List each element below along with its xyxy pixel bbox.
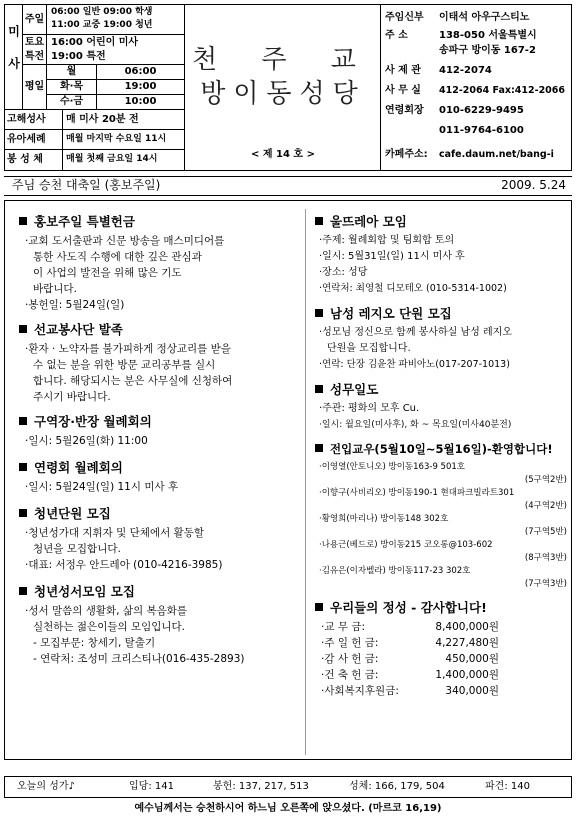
hymn-recessional: 파견: 140: [485, 781, 530, 792]
weekday-label: [23, 65, 47, 110]
notice-line: ·일시: 월요일(미사후), 화 ~ 목요일(미사40분전): [319, 420, 512, 430]
confession-label-text: 고해성사: [7, 114, 46, 125]
offering-amount: 4,227,480원: [435, 637, 499, 649]
bullet-square-icon: [19, 217, 27, 225]
scripture-verse: [4, 800, 572, 818]
weekday-day: 수·금: [59, 96, 84, 107]
weekday-row: [97, 95, 185, 110]
pastor-name: 이태석 아우구스티노: [439, 12, 530, 23]
cafe-address: cafe.daum.net/bang-i: [439, 149, 554, 160]
hymn-label: 오늘의 성가♪: [17, 781, 75, 792]
newcomer-entry: ·황영희(마리나) 방이동148 302호: [319, 514, 449, 524]
feast-banner: [4, 176, 572, 196]
notice-line: - 모집부문: 창세기, 탈출기: [33, 637, 156, 649]
newcomer-district: (4구역2반): [524, 501, 567, 511]
notice-line: 통한 사도직 수행에 대한 깊은 관심과: [33, 251, 202, 263]
notice-line: ·일시: 5월31일(일) 11시 미사 후: [319, 251, 465, 262]
notice-line: 바랍니다.: [33, 283, 77, 295]
notice-line: - 연락처: 조성미 크리스티나(016-435-2893): [33, 653, 245, 665]
weekday-day: 월: [66, 66, 77, 77]
weekday-time: 10:00: [124, 96, 157, 107]
anointing-value: [63, 150, 185, 170]
sunday-label-text: 주일: [24, 13, 45, 25]
contact-info: [385, 11, 571, 169]
offering-amount: 450,000원: [445, 653, 499, 665]
notice-line: ·대표: 서정우 안드레아 (010-4216-3985): [25, 559, 223, 571]
hymn-communion: 성체: 166, 179, 504: [349, 781, 445, 792]
saturday-label: [23, 35, 47, 65]
offering-label: ·사회복지후원금:: [321, 685, 399, 697]
issue-number: < 제 14 호 >: [251, 149, 315, 160]
offering-amount: 1,400,000원: [435, 669, 499, 681]
offering-label: ·주 일 헌 금:: [321, 637, 379, 649]
cafe-label: 카페주소:: [385, 149, 428, 160]
notice-line: ·장소: 성당: [319, 267, 368, 278]
notice-line: ·환자 · 노약자를 불가피하게 정상교리를 받을: [25, 343, 231, 355]
notice-line: 실천하는 젊은이들의 모임입니다.: [33, 621, 186, 633]
section-title-text: 구역장·반장 월례회의: [34, 414, 152, 429]
weekday-row: [97, 80, 185, 95]
offering-row: [321, 667, 567, 683]
notice-line: ·연락처: 최영철 디모테오 (010-5314-1002): [319, 283, 507, 294]
weekday-row: [47, 65, 97, 80]
section-title: [19, 505, 299, 522]
hymn-offertory: 봉헌: 137, 217, 513: [213, 781, 309, 792]
anointing-label: [5, 150, 63, 170]
baptism-value: [63, 130, 185, 150]
vigil-label-text: 특전: [24, 51, 45, 62]
offering-list: [315, 619, 567, 699]
section-title-text: 성무일도: [330, 382, 379, 397]
rectory-label: 사 제 관: [385, 65, 421, 76]
confession-value-text: 매 미사 20분 전: [66, 114, 139, 125]
section-title-text: 전입교우(5월10일~5월16일)-환영합니다!: [330, 442, 553, 456]
saturday-label-text: 토요: [24, 37, 45, 48]
offering-label: ·감 사 헌 금:: [321, 653, 379, 665]
address-line: 송파구 방이동 167-2: [439, 45, 536, 56]
parish-title: [185, 5, 381, 170]
bulletin-header: [4, 4, 572, 171]
notice-line: ·청년성가대 지휘자 및 단체에서 활동할: [25, 527, 204, 539]
confession-label: [5, 110, 63, 130]
notice-line: ·연락: 단장 김윤찬 파비아노(017-207-1013): [319, 359, 510, 370]
newcomer-district: (7구역5반): [524, 527, 567, 537]
weekday-row: [97, 65, 185, 80]
column-divider: [305, 209, 306, 755]
bullet-square-icon: [315, 603, 323, 611]
bullet-square-icon: [19, 509, 27, 517]
notice-line: 이 사업의 발전을 위해 많은 기도: [33, 267, 182, 279]
weekday-time: 19:00: [124, 81, 157, 92]
bullet-square-icon: [19, 417, 27, 425]
bullet-square-icon: [315, 309, 323, 317]
weekday-row: [47, 80, 97, 95]
hymn-list: [4, 776, 572, 798]
sunday-label: [23, 5, 47, 35]
council-phone: 011-9764-6100: [439, 125, 524, 136]
section-title: [19, 459, 299, 476]
left-column: [19, 213, 299, 667]
title-line2: 방이동성당: [200, 79, 366, 109]
weekday-time: 06:00: [124, 66, 157, 77]
offering-row: [321, 651, 567, 667]
section-title: [315, 441, 567, 458]
bullet-square-icon: [19, 587, 27, 595]
sunday-time-line: 11:00 교중 19:00 청년: [51, 20, 153, 30]
section-title: [19, 413, 299, 430]
weekday-row: [47, 95, 97, 110]
confession-value: [63, 110, 185, 130]
section-title-text: 울뜨레아 모임: [330, 214, 407, 229]
anointing-label-text: 봉 성 체: [7, 154, 43, 165]
section-title: [315, 305, 567, 322]
section-title: [315, 213, 567, 230]
section-title-text: 홍보주일 특별헌금: [34, 214, 135, 229]
right-column: [315, 213, 567, 699]
saturday-time-line: 19:00 특전: [51, 51, 106, 62]
offering-amount: 8,400,000원: [435, 621, 499, 633]
bulletin-date: 2009. 5.24: [501, 178, 566, 192]
pastor-label: 주임신부: [385, 12, 424, 23]
section-title-text: 우리들의 정성 - 감사합니다!: [330, 600, 487, 615]
bullet-square-icon: [19, 463, 27, 471]
scripture-verse-text: 예수님께서는 승천하시어 하느님 오른쪽에 앉으셨다. (마르코 16,19): [134, 803, 442, 814]
offering-row: [321, 619, 567, 635]
baptism-value-text: 매월 마지막 수요일 11시: [66, 134, 167, 144]
section-title: [19, 213, 299, 230]
notice-line: ·주제: 월례회합 및 팀회합 토의: [319, 235, 455, 246]
section-title-text: 청년성서모임 모집: [34, 584, 135, 599]
notice-line: ·교회 도서출판과 신문 방송을 매스미디어를: [25, 235, 225, 247]
hymn-entrance: 입당: 141: [129, 781, 174, 792]
section-title: [315, 599, 567, 616]
notice-line: ·성서 말씀의 생활화, 삶의 복음화를: [25, 605, 188, 617]
section-title: [315, 381, 567, 398]
office-label: 사 무 실: [385, 85, 421, 96]
sunday-times: [47, 5, 185, 35]
offering-amount: 340,000원: [445, 685, 499, 697]
title-line1: 천 주 교: [192, 45, 374, 75]
section-title-text: 선교봉사단 발족: [34, 322, 123, 337]
newcomer-entry: ·이향구(사비리오) 방이동190-1 현대파크빌라트301: [319, 488, 515, 498]
notice-line: 단원을 모집합니다.: [327, 343, 411, 354]
council-phone: 010-6229-9495: [439, 105, 524, 116]
feast-name: 주님 승천 대축일 (홍보주일): [12, 178, 161, 192]
section-title: [19, 583, 299, 600]
offering-label: ·교 무 금:: [321, 621, 365, 633]
bullet-square-icon: [19, 325, 27, 333]
bullet-square-icon: [315, 444, 323, 452]
notice-line: ·일시: 5월24일(일) 11시 미사 후: [25, 481, 179, 493]
notice-line: 청년을 모집합니다.: [33, 543, 121, 555]
notice-line: ·일시: 5월26일(화) 11:00: [25, 435, 148, 447]
baptism-label: [5, 130, 63, 150]
weekday-day: 화·목: [59, 81, 84, 92]
offering-label: ·건 축 헌 금:: [321, 669, 379, 681]
mass-schedule: [5, 5, 185, 170]
section-title-text: 청년단원 모집: [34, 506, 111, 521]
announcements: [4, 200, 572, 760]
notice-line: ·봉헌일: 5월24일(일): [25, 299, 125, 311]
notice-line: ·성모님 정신으로 함께 봉사하실 남성 레지오: [319, 327, 512, 338]
newcomer-district: (7구역3반): [524, 579, 567, 589]
notice-line: ·주관: 평화의 모후 Cu.: [319, 403, 420, 414]
newcomer-entry: ·김유은(이자벨라) 방이동117-23 302호: [319, 566, 471, 576]
notice-line: 주시기 바랍니다.: [33, 391, 111, 403]
notice-line: 수 없는 분을 위한 방문 교리공부를 실시: [33, 359, 216, 371]
anointing-value-text: 매월 첫째 금요일 14시: [66, 154, 158, 164]
rectory-phone: 412-2074: [439, 65, 492, 76]
offering-row: [321, 635, 567, 651]
weekday-label-text: 평일: [24, 81, 45, 92]
newcomer-entry: ·나용근(베드로) 방이동215 코오롱@103-602: [319, 540, 493, 550]
bullet-square-icon: [315, 217, 323, 225]
newcomer-district: (5구역2반): [524, 475, 567, 485]
bullet-square-icon: [315, 385, 323, 393]
council-label: 연령회장: [385, 105, 424, 116]
mass-label-text: 미사: [6, 25, 21, 89]
saturday-time-line: 16:00 어린이 미사: [51, 37, 139, 48]
notice-line: 합니다. 해당되시는 분은 사무실에 신청하여: [33, 375, 233, 387]
offering-row: [321, 683, 567, 699]
section-title-text: 연령회 월례회의: [34, 460, 123, 475]
mass-label: [5, 5, 23, 110]
newcomer-district: (8구역3반): [524, 553, 567, 563]
saturday-times: [47, 35, 185, 65]
section-title: [19, 321, 299, 338]
newcomer-entry: ·이영열(안토니오) 방이동163-9 501호: [319, 462, 465, 472]
address-line: 138-050 서울특별시: [439, 30, 537, 41]
office-phone: 412-2064 Fax:412-2066: [439, 85, 566, 96]
baptism-label-text: 유아세례: [7, 134, 46, 145]
address-label: 주 소: [385, 30, 408, 41]
section-title-text: 남성 레지오 단원 모집: [330, 306, 452, 321]
sunday-time-line: 06:00 일반 09:00 학생: [51, 7, 153, 17]
